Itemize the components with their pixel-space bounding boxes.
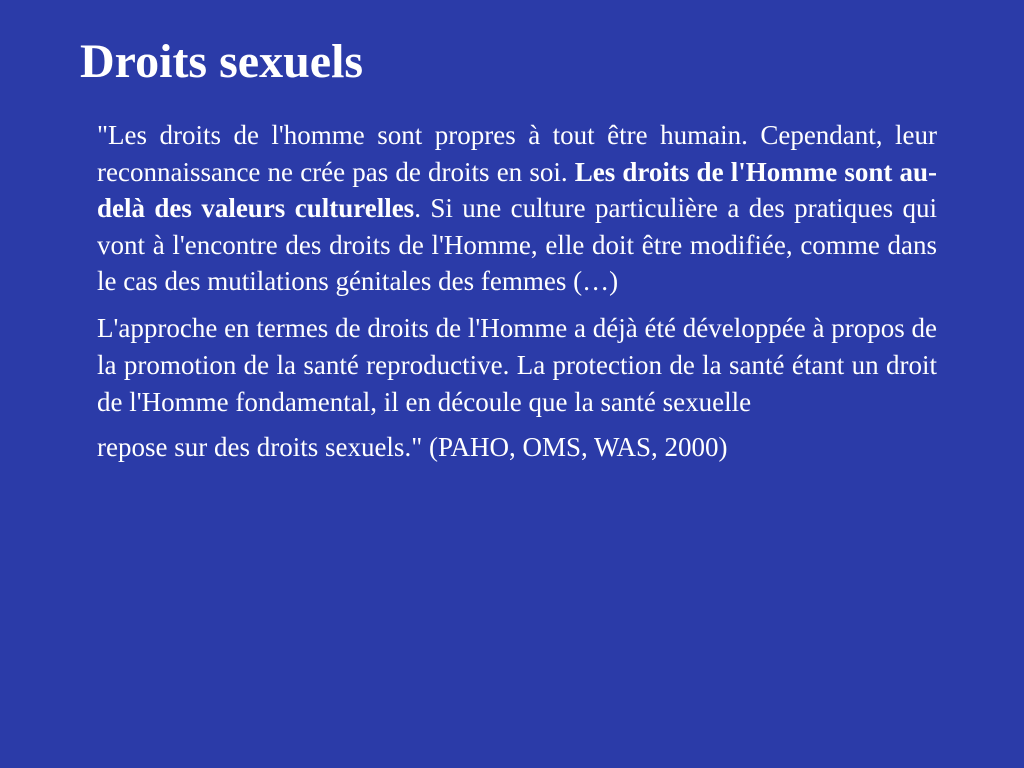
slide-title: Droits sexuels	[80, 35, 364, 88]
quote-paragraph-1-text: "Les droits de l'homme sont propres à tout être humain. Cependant, leur reconnaissance ne crée pas de droits en soi.	[97, 120, 937, 187]
quote-paragraph-1-emphasis: Les droits de l'Homme sont au-delà des valeurs culturelles	[97, 156, 937, 223]
quote-paragraph-2	[97, 310, 937, 466]
quote-citation: repose sur des droits sexuels." (PAHO, OMS, WAS, 2000)	[97, 431, 728, 462]
quote-paragraph-1-text-cont: . Si une culture particulière a des pratiques qui vont à l'encontre des droits de l'Homme, elle doit être modifiée, comme dans le cas des mutilations génitales des femmes (…)	[97, 193, 938, 296]
quote-paragraph-1	[97, 117, 937, 300]
slide-body	[97, 117, 937, 466]
quote-paragraph-2-text: L'approche en termes de droits de l'Homme a déjà été développée à propos de la promotion de la santé reproductive. La protection de la santé étant un droit de l'Homme fondamental, il en découle que la santé sexuelle	[97, 312, 937, 417]
